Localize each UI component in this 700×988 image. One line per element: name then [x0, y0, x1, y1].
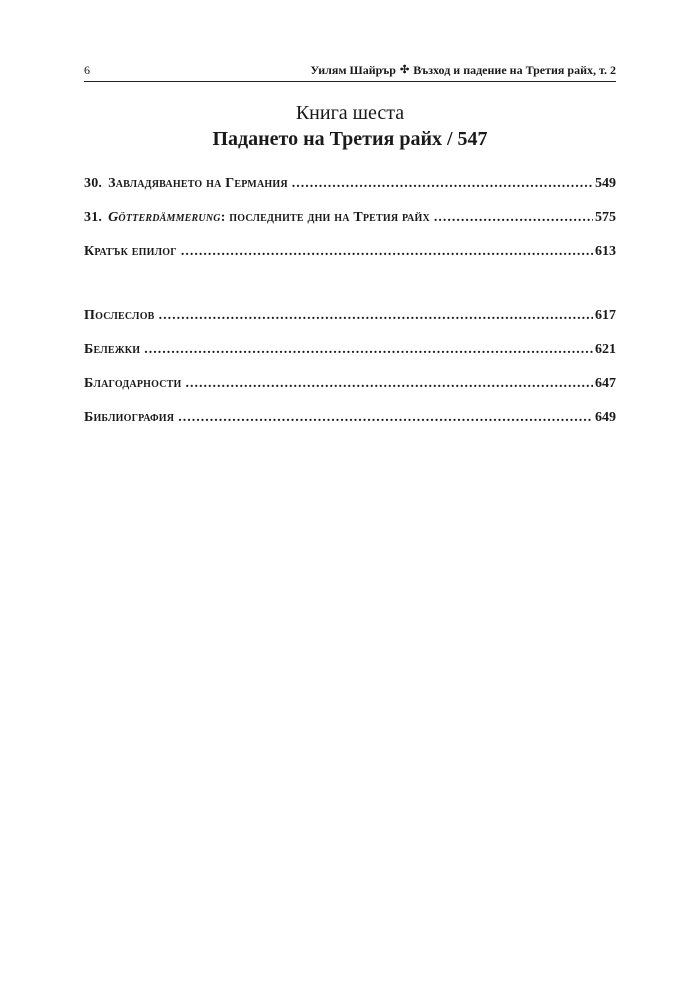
- chapter-title-italic: Götterdämmerung: [108, 210, 221, 225]
- toc-page-number: 575: [595, 210, 616, 225]
- toc-entry-bibliography[interactable]: [84, 408, 616, 442]
- page-number: 6: [84, 63, 90, 77]
- toc-entry-label: Благодарности: [84, 376, 182, 391]
- toc-page-number: 549: [595, 176, 616, 191]
- toc-entry-chapter-30[interactable]: [84, 174, 616, 208]
- toc-entry-acknowledgements[interactable]: [84, 374, 616, 408]
- section-gap: [84, 276, 616, 306]
- toc-page-number: 621: [595, 342, 616, 357]
- part-label: Книга шеста: [295, 102, 405, 124]
- toc-entry-label: Бележки: [84, 342, 141, 357]
- chapter-number: 31.: [84, 210, 103, 225]
- book-title: Възход и падение на Третия райх, т. 2: [413, 63, 616, 77]
- running-head: [84, 60, 616, 82]
- part-heading: [84, 100, 616, 152]
- toc-entry-epilogue[interactable]: [84, 242, 616, 276]
- chapter-title: Завладяването на Германия: [108, 176, 288, 191]
- toc-page-number: 649: [595, 410, 616, 425]
- toc-page-number: 617: [595, 308, 616, 323]
- dot-leader: [159, 306, 593, 326]
- dot-leader: [185, 374, 593, 394]
- toc-entry-afterword[interactable]: [84, 306, 616, 340]
- dot-leader: [178, 408, 593, 428]
- part-title: Падането на Третия райх / 547: [212, 128, 488, 150]
- toc-page-number: 647: [595, 376, 616, 391]
- dot-leader: [434, 208, 593, 228]
- running-title: [310, 62, 616, 78]
- toc-entry-label: [84, 242, 177, 262]
- toc-entry-label: Библиография: [84, 410, 175, 425]
- dot-leader: [144, 340, 593, 360]
- toc-entry-notes[interactable]: [84, 340, 616, 374]
- toc-entry-label: Послеслов: [84, 308, 155, 323]
- toc-entry-label: [84, 174, 288, 194]
- toc-entry-label: [84, 208, 430, 228]
- chapter-number: 30.: [84, 176, 103, 191]
- table-of-contents: [84, 174, 616, 442]
- toc-entry-chapter-31[interactable]: [84, 208, 616, 242]
- dot-leader: [292, 174, 593, 194]
- chapter-title: : последните дни на Третия райх: [220, 210, 430, 225]
- dot-leader: [181, 242, 593, 262]
- toc-page-number: 613: [595, 244, 616, 259]
- four-petal-ornament-icon: ✣: [399, 63, 410, 76]
- chapter-title: Кратък епилог: [84, 244, 177, 259]
- author-name: Уилям Шайрър: [310, 63, 396, 77]
